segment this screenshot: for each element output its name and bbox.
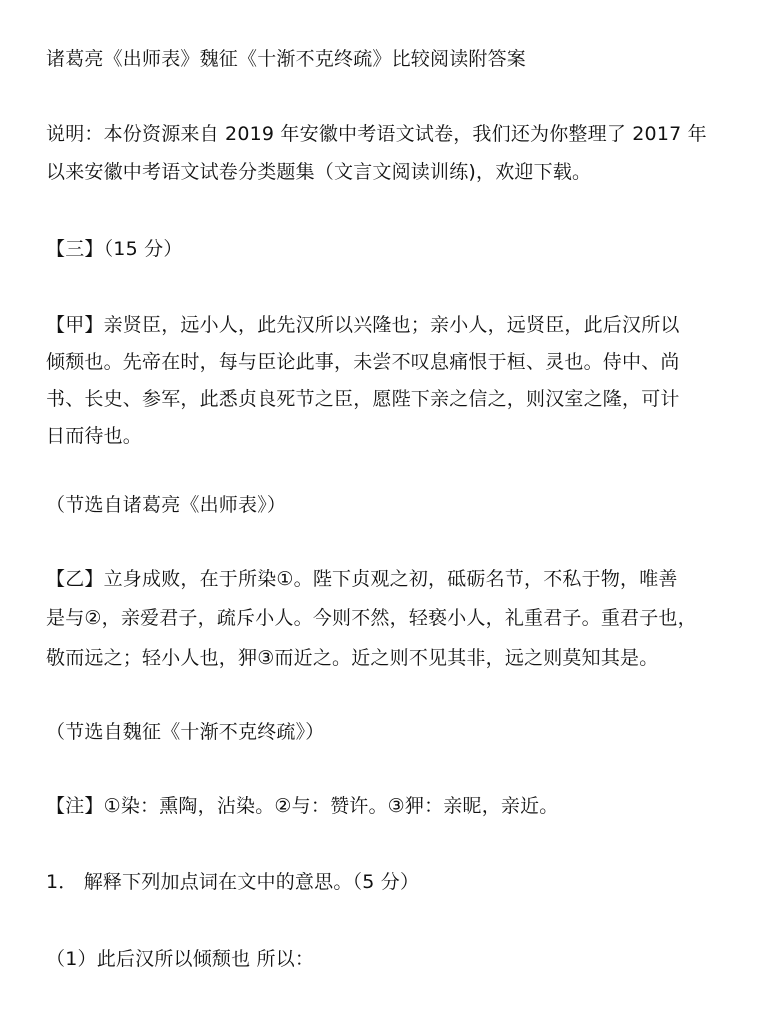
intro-line-2: 以来安徽中考语文试卷分类题集（文言文阅读训练)，欢迎下载。 — [46, 161, 592, 183]
question-1-item-1: （1）此后汉所以倾颓也 所以： — [46, 948, 315, 970]
passage-a-line-4: 日而待也。 — [46, 425, 143, 447]
passage-a-source: （节选自诸葛亮《出师表》） — [46, 494, 287, 516]
question-1: 1． 解释下列加点词在文中的意思。（5 分） — [46, 871, 420, 893]
passage-b-source: （节选自魏征《十渐不克终疏》） — [46, 721, 325, 743]
passage-a-line-1: 【甲】亲贤臣，远小人，此先汉所以兴隆也；亲小人，远贤臣，此后汉所以 — [46, 314, 680, 336]
passage-b-line-2: 是与②，亲爱君子，疏斥小人。今则不然，轻亵小人，礼重君子。重君子也， — [46, 607, 697, 629]
passage-a-line-3: 书、长史、参军，此悉贞良死节之臣，愿陛下亲之信之，则汉室之隆，可计 — [46, 388, 680, 410]
intro-line-1: 说明：本份资源来自 2019 年安徽中考语文试卷，我们还为你整理了 2017 年 — [46, 123, 707, 145]
passage-a-line-2: 倾颓也。先帝在时，每与臣论此事，未尝不叹息痛恨于桓、灵也。侍中、尚 — [46, 351, 680, 373]
notes: 【注】①染：熏陶，沾染。②与：赞许。③狎：亲昵，亲近。 — [46, 795, 559, 817]
section-heading: 【三】（15 分） — [46, 238, 183, 260]
passage-b-line-1: 【乙】立身成败，在于所染①。陛下贞观之初，砥砺名节，不私于物，唯善 — [46, 568, 678, 590]
document-title: 诸葛亮《出师表》魏征《十渐不克终疏》比较阅读附答案 — [46, 48, 527, 70]
passage-b-line-3: 敬而远之；轻小人也，狎③而近之。近之则不见其非，远之则莫知其是。 — [46, 647, 659, 669]
